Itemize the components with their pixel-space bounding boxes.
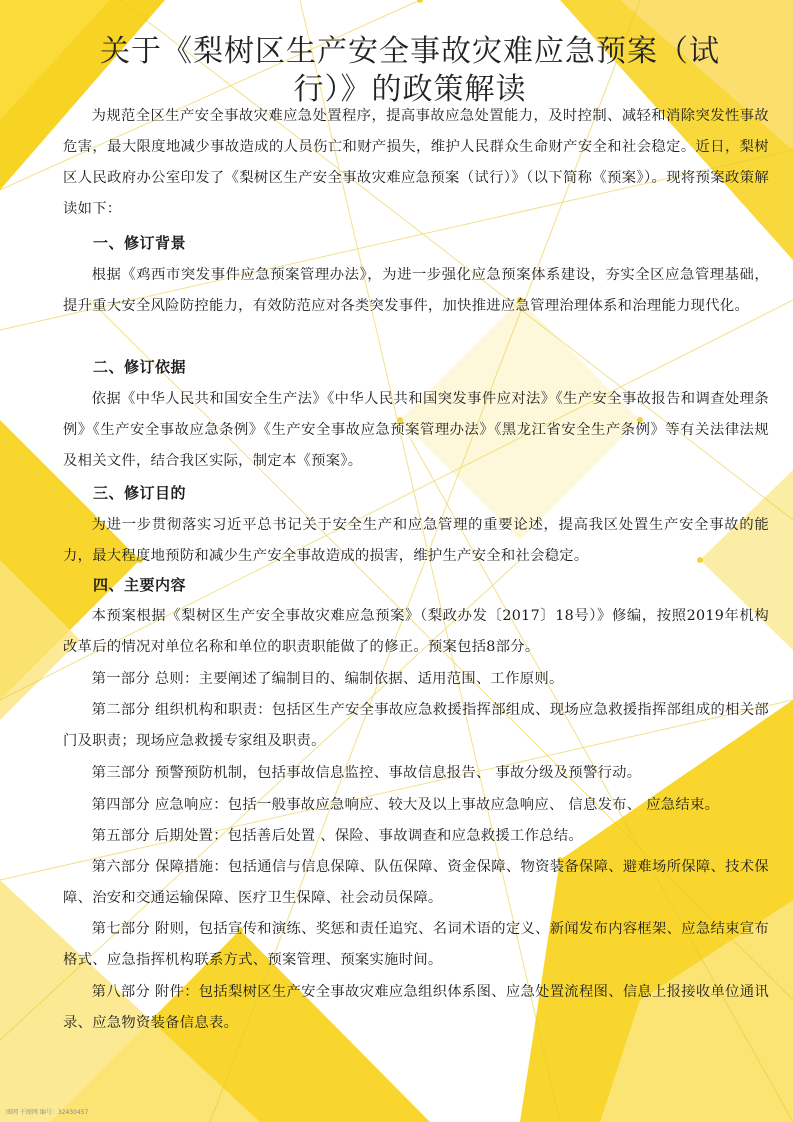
section-2-text: 依据《中华人民共和国安全生产法》《中华人民共和国突发事件应对法》《生产安全事故报告和调查处理条例》《生产安全事故应急条例》《生产安全事故应急预案管理办法》《黑龙江省安全生产条例》等有关法律法规及相关文件，结合我区实际，制定本《预案》。 (63, 391, 769, 469)
part-3: 第三部分 预警预防机制，包括事故信息监控、事故信息报告、 事故分级及预警行动。 (91, 765, 642, 781)
part-4: 第四部分 应急响应：包括一般事故应急响应、较大及以上事故应急响应、 信息发布、 应急结束。 (91, 797, 720, 813)
section-1-text: 根据《鸡西市突发事件应急预案管理办法》，为进一步强化应急预案体系建设，夯实全区应急管理基础，提升重大安全风险防控能力，有效防范应对各类突发事件，加快推进应急管理治理体系和治理能力现代化。 (63, 267, 769, 314)
part-1: 第一部分 总则：主要阐述了编制目的、编制依据、适用范围、工作原则。 (91, 671, 564, 687)
section-4-text: 本预案根据《梨树区生产安全事故灾难应急预案》（梨政办发〔2017〕18号）》修编，按照2019年机构改革后的情况对单位名称和单位的职责职能做了的修正。预案包括8部分。 (63, 608, 769, 655)
section-3-text: 为进一步贯彻落实习近平总书记关于安全生产和应急管理的重要论述，提高我区处置生产安全事故的能力，最大程度地预防和减少生产安全事故造成的损害，维护生产安全和社会稳定。 (63, 517, 769, 564)
watermark: 图网 千图网 编号：32430457 (6, 1109, 89, 1116)
part-2: 第二部分 组织机构和职责：包括区生产安全事故应急救援指挥部组成、现场应急救援指挥部组成的相关部门及职责；现场应急救援专家组及职责。 (63, 702, 769, 749)
document-title-line-1: 关于《梨树区生产安全事故灾难应急预案（试 (100, 34, 720, 69)
section-3-heading: 三、修订目的 (93, 484, 187, 502)
part-6: 第六部分 保障措施：包括通信与信息保障、队伍保障、资金保障、物资装备保障、避难场所保障、技术保障、治安和交通运输保障、医疗卫生保障、社会动员保障。 (63, 859, 769, 906)
section-1-heading: 一、修订背景 (93, 234, 187, 252)
section-4-heading: 四、主要内容 (93, 576, 187, 594)
intro-paragraph: 为规范全区生产安全事故灾难应急处置程序，提高事故应急处置能力，及时控制、减轻和消除突发性事故危害，最大限度地减少事故造成的人员伤亡和财产损失，维护人民群众生命财产安全和社会稳定。近日，梨树区人民政府办公室印发了《梨树区生产安全事故灾难应急预案（试行）》（以下简称《预案》）。现将预案政策解读如下： (63, 108, 769, 217)
part-5: 第五部分 后期处置：包括善后处置 、保险、事故调查和应急救援工作总结。 (91, 828, 583, 844)
section-2-heading: 二、修订依据 (93, 358, 187, 376)
document-title-line-2: 行）》的政策解读 (293, 72, 527, 107)
part-7: 第七部分 附则，包括宣传和演练、奖惩和责任追究、名词术语的定义、新闻发布内容框架、应急结束宣布格式、应急指挥机构联系方式、预案管理、预案实施时间。 (63, 921, 769, 968)
part-8: 第八部分 附件：包括梨树区生产安全事故灾难应急组织体系图、应急处置流程图、信息上报接收单位通讯录、应急物资装备信息表。 (63, 984, 769, 1031)
